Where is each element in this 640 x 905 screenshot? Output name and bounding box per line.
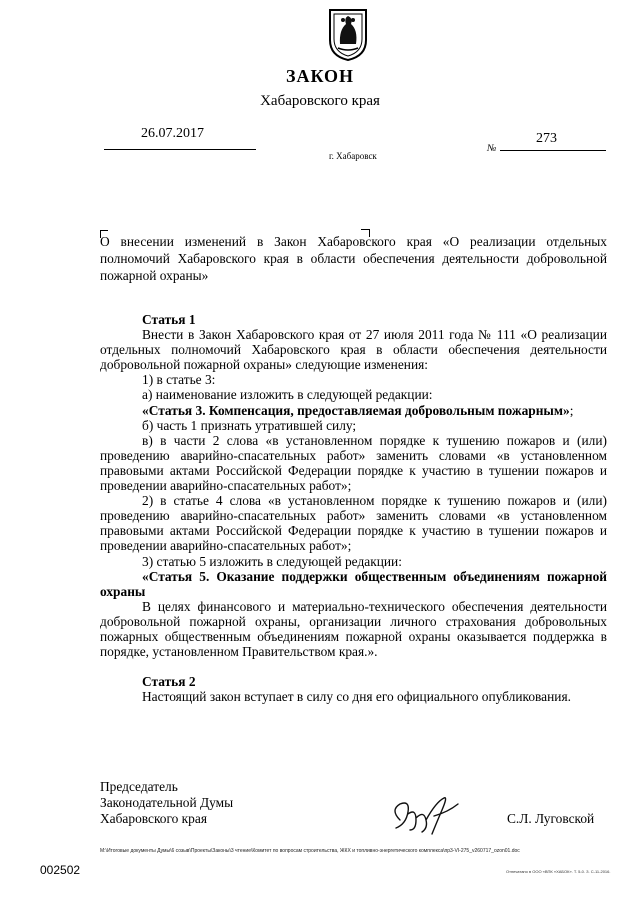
- article-1-item-3: 3) статью 5 изложить в следующей редакции:: [142, 553, 402, 569]
- article-1-item-1: 1) в статье 3:: [142, 372, 216, 388]
- article-3-new-title-text: «Статья 3. Компенсация, предоставляемая добровольным пожарным»: [142, 402, 570, 418]
- document-city: г. Хабаровск: [329, 151, 377, 161]
- signatory-line-2: Законодательной Думы: [100, 795, 234, 810]
- article-5-new-text: В целях финансового и материально-технического обеспечения деятельности добровольной пожарной охраны, организации личного страхования добровольных пожарных общественным объединениям пожарной охраны оказывается поддержка в порядке, установленном Правительством края.».: [100, 598, 607, 660]
- registration-code: 002502: [40, 863, 81, 877]
- document-body: [100, 312, 607, 704]
- document-date: 26.07.2017: [141, 126, 204, 141]
- signatory-position: [100, 779, 233, 827]
- number-underline: [500, 150, 606, 151]
- article-1-heading: Статья 1: [142, 312, 196, 327]
- article-3-new-title: [100, 403, 607, 418]
- article-1-item-1a: а) наименование изложить в следующей редакции:: [142, 387, 433, 403]
- article-5-new-title: [100, 569, 607, 599]
- signatory-line-3: Хабаровского края: [100, 811, 207, 826]
- article-1-item-1b: б) часть 1 признать утратившей силу;: [142, 417, 357, 433]
- article-1-intro: Внести в Закон Хабаровского края от 27 июля 2011 года № 111 «О реализации отдельных полномочий Хабаровского края в области обеспечения деятельности добровольной пожарной охраны» следующие изменения:: [100, 327, 607, 373]
- article-2-text: Настоящий закон вступает в силу со дня его официального опубликования.: [142, 689, 571, 705]
- handwritten-signature: [386, 790, 466, 838]
- date-underline: [104, 149, 256, 150]
- signatory-line-1: Председатель: [100, 779, 178, 794]
- document-title: ЗАКОН: [285, 66, 355, 86]
- article-3-new-title-end: ;: [569, 402, 574, 418]
- print-footer: Отпечатано в ООО «ВПК «ХАБОК». Т. 5-0. З. С-11-2016.: [506, 869, 611, 874]
- number-sign: №: [487, 143, 497, 154]
- article-1-item-1v: в) в части 2 слова «в установленном порядке к тушению пожаров и (или) проведению аварийно-спасательных работ» заменить словами «в установленном правовыми актами Российской Федерации порядке к участию в тушении пожаров и проведении аварийно-спасательных работ»;: [100, 432, 607, 494]
- file-path-footer: M:\Итоговые документы Думы\6 созыв\Проекты\Законы\3 чтение\Комитет по вопросам строительства, ЖКХ и топливно-энергетического комплекса\пр3-VI-275_v260717_ozon01.doc: [100, 848, 520, 854]
- document-region: Хабаровского края: [260, 93, 380, 109]
- coat-of-arms-emblem: [326, 6, 370, 62]
- article-2-heading: Статья 2: [142, 674, 196, 690]
- article-5-new-title-text: «Статья 5. Оказание поддержки общественным объединениям пожарной охраны: [100, 568, 607, 599]
- signatory-name: С.Л. Луговской: [507, 811, 595, 826]
- article-1-item-2: 2) в статье 4 слова «в установленном порядке к тушению пожаров и (или) проведению аварийно-спасательных работ» заменить словами «в установленном правовыми актами Российской Федерации порядке к участию в тушении пожаров и проведении аварийно-спасательных работ»;: [100, 493, 607, 554]
- document-subject: О внесении изменений в Закон Хабаровского края «О реализации отдельных полномочий Хабаровского края в области обеспечения деятельности добровольной пожарной охраны»: [100, 234, 607, 283]
- document-number: 273: [536, 131, 557, 146]
